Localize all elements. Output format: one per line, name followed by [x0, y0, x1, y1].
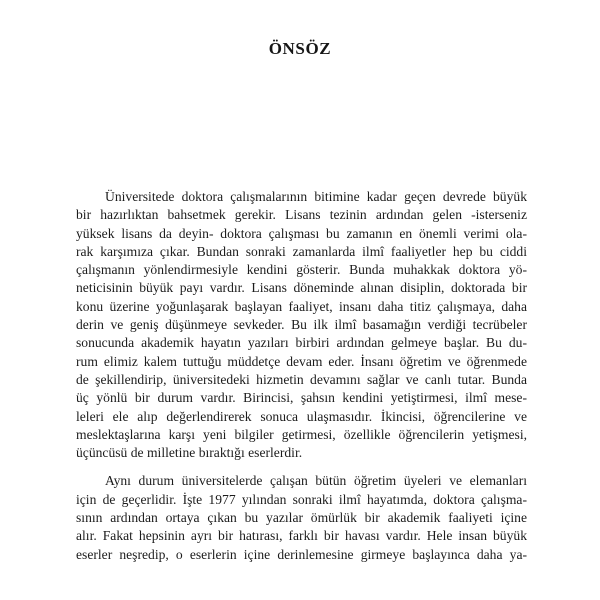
text-line: Üniversitede doktora çalışmalarının bitimine kadar geçen devrede büyük [105, 189, 527, 204]
text-line: çalışmanın yönlendirmesiyle kendini gösterir. Bunda muhakkak doktora yö- [76, 262, 527, 278]
text-line: konu üzerine yoğunlaşarak başlayan faaliyet, insanı daha titiz çalışmaya, daha [76, 298, 527, 314]
paragraph-2 [76, 472, 527, 563]
text-line: rak karşımıza çıkar. Bundan sonraki zamanlarda ilmî faaliyetler hep bu ciddi [76, 243, 527, 259]
text-line: için de geçerlidir. İşte 1977 yılından sonraki ilmî hayatımda, doktora çalışma- [76, 491, 527, 507]
text-line: sının ardından ortaya çıkan bu yazılar ömürlük bir akademik faaliyeti içine [76, 510, 527, 526]
text-line: sonucunda akademik hayatın yazıları birbiri ardından gelmeye başlar. Bu du- [76, 335, 527, 351]
text-line: alır. Fakat hepsinin ayrı bir hatırası, farklı bir havası vardır. Hele insan büyük [76, 528, 527, 544]
paragraph-1 [76, 188, 527, 462]
text-line: leleri ele alıp değerlendirerek sonuca ulaşmasıdır. İkincisi, öğrencilerine ve [76, 408, 527, 424]
text-line: üçüncüsü de milletine bıraktığı eserlerdir. [76, 445, 303, 461]
text-line: derin ve geniş düşünmeye sevkeder. Bu ilk ilmî basamağın verdiği tecrübeler [76, 317, 527, 333]
text-line: yüksek lisans da deyin- doktora çalışması bu zamanın en önemli verimi ola- [76, 225, 527, 241]
text-line: meslektaşlarına karşı yeni bilgiler getirmesi, özellikle öğrencilerin yetişmesi, [76, 426, 527, 442]
text-line: Aynı durum üniversitelerde çalışan bütün öğretim üyeleri ve elemanları [105, 473, 527, 489]
text-line: rum elimiz kalem tuttuğu müddetçe devam eder. İnsanı öğretim ve öğrenmede [76, 353, 527, 369]
text-line: neticisinin büyük payı vardır. Lisans döneminde alınan disiplin, doktorada bir [76, 280, 527, 296]
text-block [76, 188, 527, 564]
text-line: bir hazırlıktan bahsetmek gerekir. Lisans tezinin ardından gelen -isterseniz [76, 207, 527, 223]
text-line: de şekillendirip, üniversitedeki hizmetin devamını sağlar ve canlı tutar. Bunda [76, 371, 527, 387]
text-line: eserler neşredip, o eserlerin içine derinlemesine girmeye başlayınca daha ya- [76, 546, 527, 562]
text-line: üç yönlü bir durum vardır. Birincisi, şahsın kendini yetiştirmesi, ilmî mese- [76, 390, 527, 406]
page-title: ÖNSÖZ [268, 39, 332, 58]
